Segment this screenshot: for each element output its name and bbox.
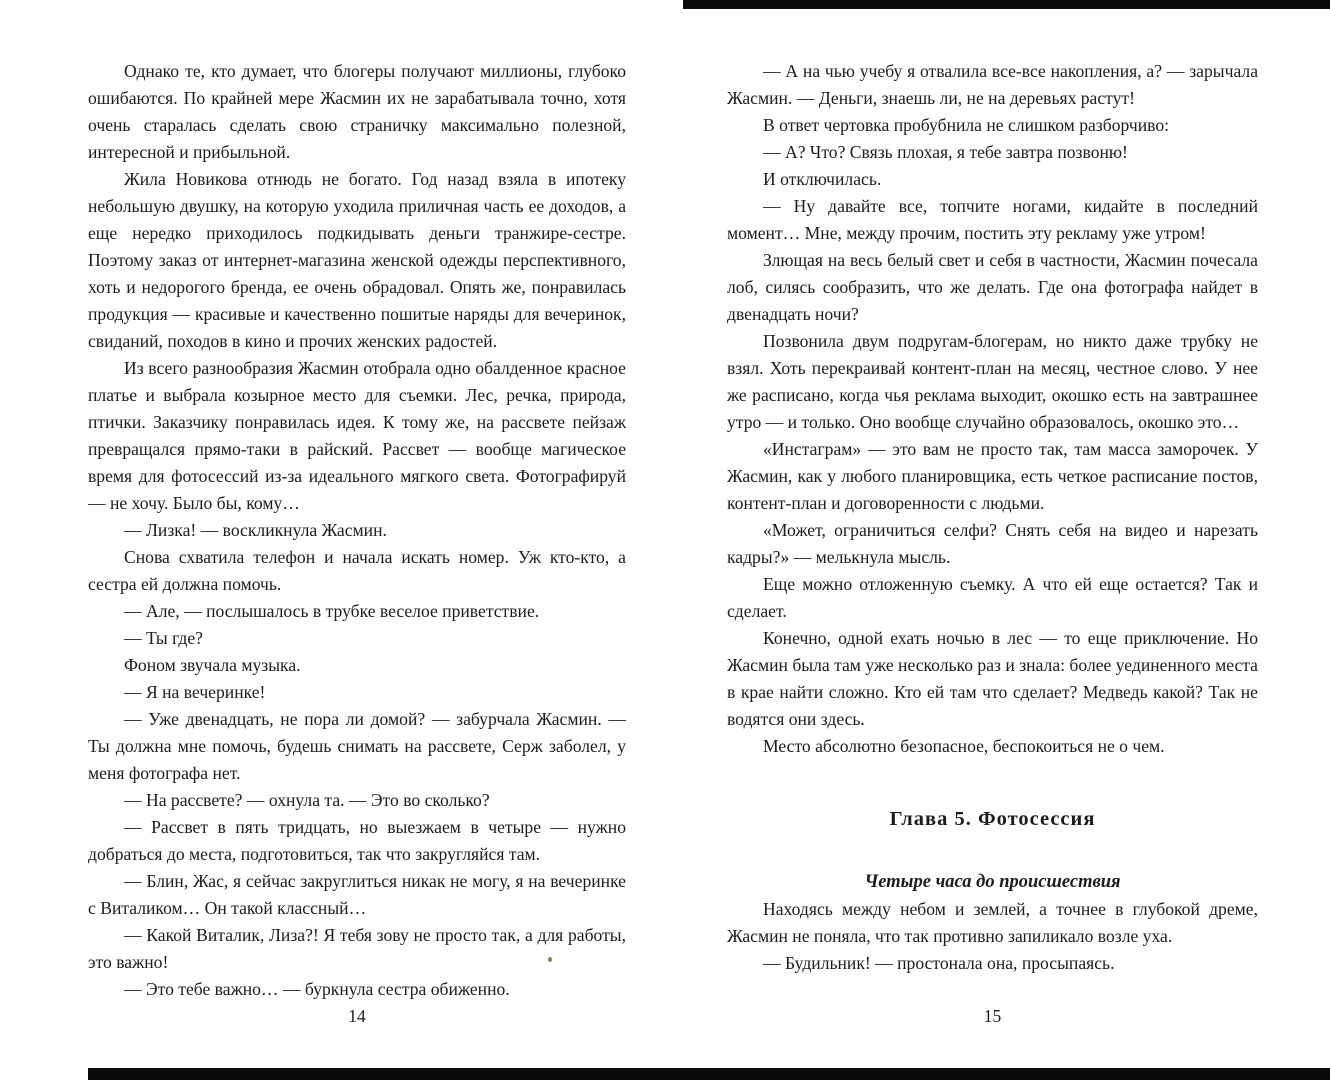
scan-edge-top xyxy=(683,0,1330,9)
paragraph: Снова схватила телефон и начала искать номер. Уж кто-кто, а сестра ей должна помочь. xyxy=(88,547,626,594)
paragraph: И отключилась. xyxy=(763,169,882,189)
dialogue-paragraph: — Будильник! — простонала она, просыпаясь. xyxy=(763,953,1115,973)
dialogue-paragraph: — На рассвете? — охнула та. — Это во сколько? xyxy=(124,790,490,810)
scan-edge-bottom xyxy=(88,1068,1330,1080)
paragraph: Однако те, кто думает, что блогеры получают миллионы, глубоко ошибаются. По крайней мере Жасмин их не зарабатывала точно, хотя очень старалась сделать свою страничку максимально полезной, интересной и прибыльной. xyxy=(88,61,626,162)
paragraph: «Может, ограничиться селфи? Снять себя на видео и нарезать кадры?» — мелькнула мысль. xyxy=(727,520,1258,567)
paragraph: Из всего разнообразия Жасмин отобрала одно обалденное красное платье и выбрала козырное место для съемки. Лес, речка, природа, птички. Заказчику понравилась идея. К тому же, на рассвете пейзаж превращался прямо-таки в райский. Рассвет — вообще магическое время для фотосессий из-за идеального мягкого света. Фотографируй — не хочу. Было бы, кому… xyxy=(88,358,626,513)
paragraph: Позвонила двум подругам-блогерам, но никто даже трубку не взял. Хоть перекраивай контент-план на месяц, честное слово. У нее же расписано, когда чья реклама выходит, окошко есть на завтрашнее утро — и только. Оно вообще случайно образовалось, окошко это… xyxy=(727,331,1258,432)
dialogue-paragraph: — Я на вечеринке! xyxy=(124,682,266,702)
dialogue-paragraph: — Ну давайте все, топчите ногами, кидайте в последний момент… Мне, между прочим, постить эту рекламу уже утром! xyxy=(727,196,1258,243)
dialogue-paragraph: — Лизка! — воскликнула Жасмин. xyxy=(124,520,387,540)
chapter-subtitle: Четыре часа до происшествия xyxy=(864,872,1121,892)
left-page-text-block xyxy=(88,58,626,1003)
dialogue-paragraph: — Блин, Жас, я сейчас закруглиться никак не могу, я на вечеринке с Виталиком… Он такой классный… xyxy=(88,871,626,918)
dialogue-paragraph: — Ты где? xyxy=(124,628,203,648)
paragraph: Фоном звучала музыка. xyxy=(124,655,301,675)
paragraph: Злющая на весь белый свет и себя в частности, Жасмин почесала лоб, силясь сообразить, что же делать. Где она фотографа найдет в двенадцать ночи? xyxy=(727,250,1258,324)
dialogue-paragraph: — А? Что? Связь плохая, я тебе завтра позвоню! xyxy=(763,142,1128,162)
paragraph: Жила Новикова отнюдь не богато. Год назад взяла в ипотеку небольшую двушку, на которую уходила приличная часть ее доходов, а еще нередко приходилось подкидывать деньги транжире-сестре. Поэтому заказ от интернет-магазина женской одежды перспективного, хоть и недорогого бренда, ее очень обрадовал. Опять же, понравилась продукция — красивые и качественно пошитые наряды для вечеринок, свиданий, походов в кино и прочих женских радостей. xyxy=(88,169,626,351)
paragraph: Место абсолютно безопасное, беспокоиться не о чем. xyxy=(763,736,1165,756)
dialogue-paragraph: — Какой Виталик, Лиза?! Я тебя зову не просто так, а для работы, это важно! xyxy=(88,925,626,972)
dialogue-paragraph: — Это тебе важно… — буркнула сестра обиженно. xyxy=(124,979,510,999)
right-page-text-block xyxy=(727,58,1258,977)
dialogue-paragraph: — Рассвет в пять тридцать, но выезжаем в четыре — нужно добраться до места, подготовиться, так что закругляйся там. xyxy=(88,817,626,864)
paragraph: Конечно, одной ехать ночью в лес — то еще приключение. Но Жасмин была там уже несколько раз и знала: более уединенного места в крае найти сложно. Кто ей там что сделает? Медведь какой? Так не водятся они здесь. xyxy=(727,628,1258,729)
dialogue-paragraph: — А на чью учебу я отвалила все-все накопления, а? — зарычала Жасмин. — Деньги, знаешь ли, не на деревьях растут! xyxy=(727,61,1258,108)
chapter-heading: Глава 5. Фотосессия xyxy=(889,808,1096,830)
paragraph: «Инстаграм» — это вам не просто так, там масса заморочек. У Жасмин, как у любого планировщика, есть четкое расписание постов, контент-план и договоренности с людьми. xyxy=(727,439,1258,513)
dialogue-paragraph: — Уже двенадцать, не пора ли домой? — забурчала Жасмин. — Ты должна мне помочь, будешь снимать на рассвете, Серж заболел, у меня фотографа нет. xyxy=(88,709,626,783)
paragraph: В ответ чертовка пробубнила не слишком разборчиво: xyxy=(763,115,1170,135)
paragraph: Еще можно отложенную съемку. А что ей еще остается? Так и сделает. xyxy=(727,574,1258,621)
page-number-right: 15 xyxy=(983,1006,1002,1026)
page-number-left: 14 xyxy=(348,1006,366,1026)
dialogue-paragraph: — Але, — послышалось в трубке веселое приветствие. xyxy=(124,601,540,621)
paragraph: Находясь между небом и землей, а точнее в глубокой дреме, Жасмин не поняла, что так противно запиликало возле уха. xyxy=(727,899,1258,946)
